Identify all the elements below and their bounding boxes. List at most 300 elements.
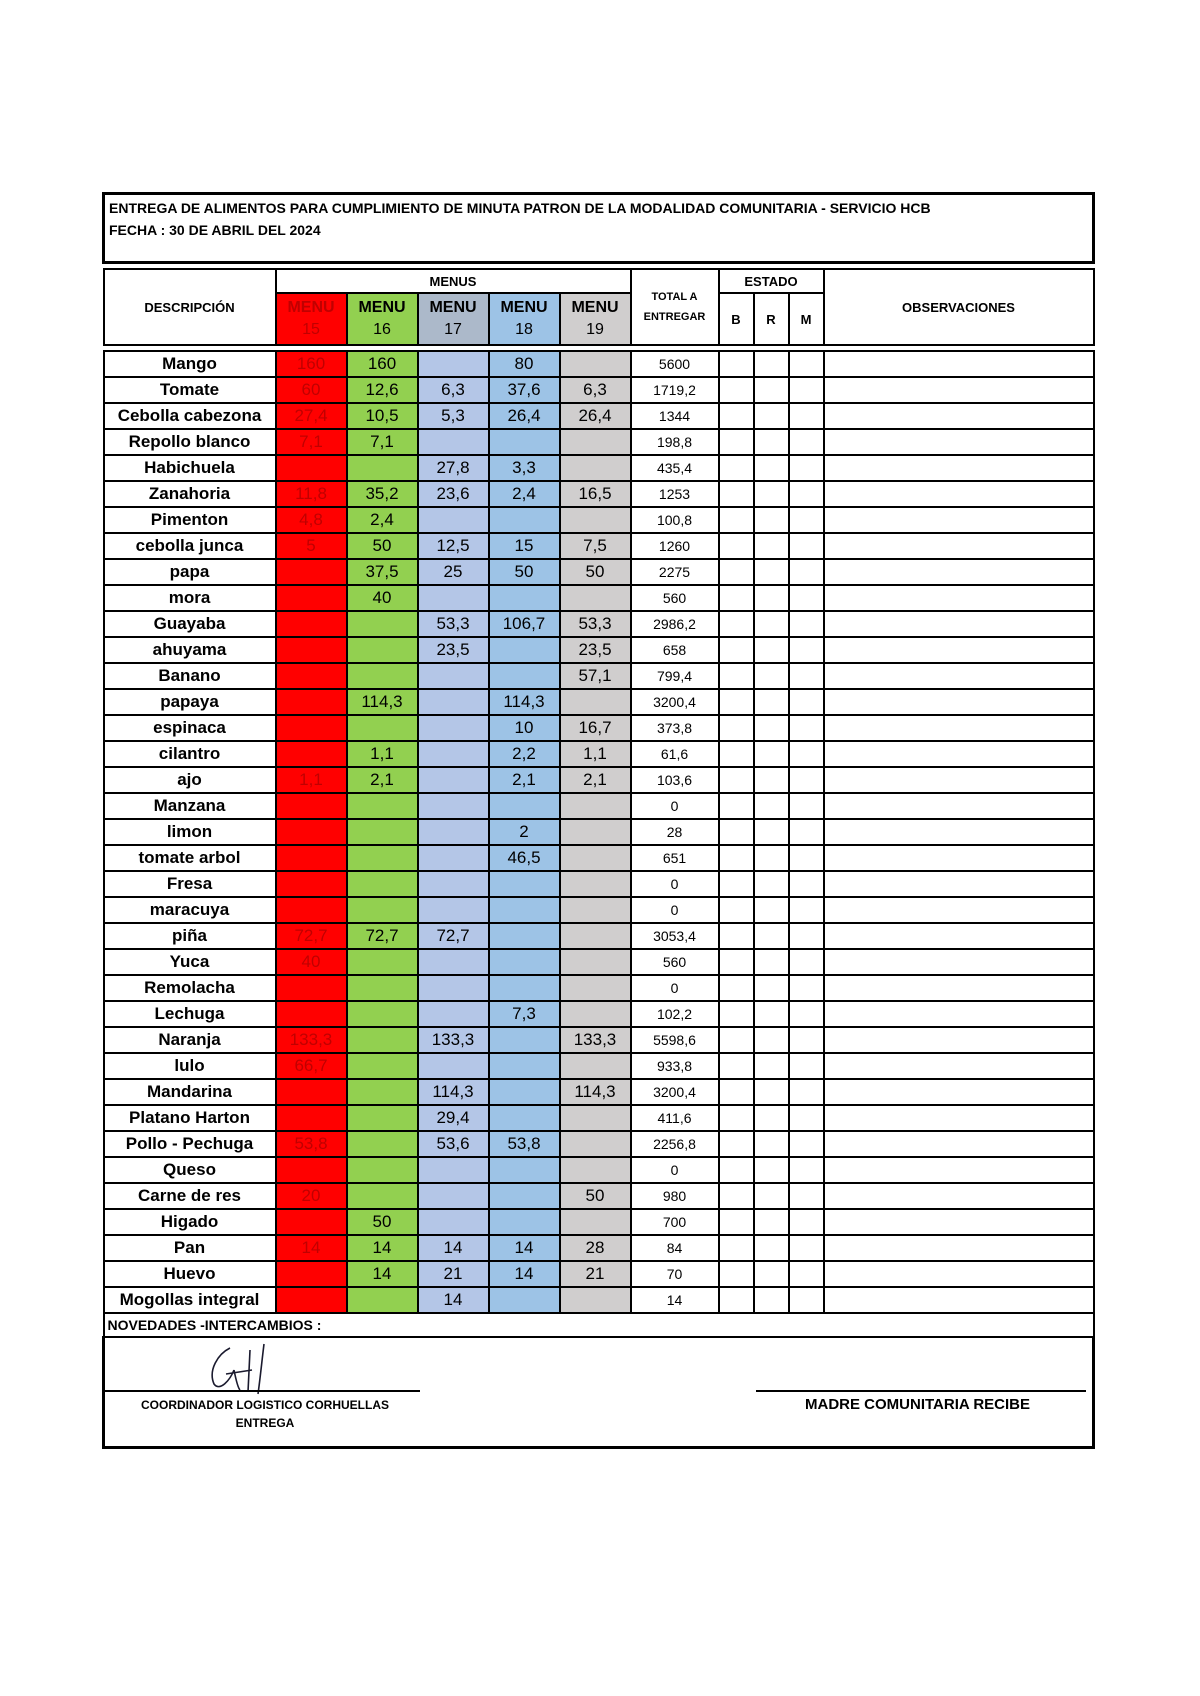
row-menu-18-value	[489, 1157, 560, 1183]
row-estado-b[interactable]	[719, 689, 754, 715]
row-observaciones[interactable]	[824, 1183, 1094, 1209]
row-menu-17-value	[418, 507, 489, 533]
row-estado-m[interactable]	[789, 507, 824, 533]
row-estado-r[interactable]	[754, 1079, 789, 1105]
row-observaciones[interactable]	[824, 455, 1094, 481]
row-menu-16-value: 37,5	[347, 559, 418, 585]
row-menu-15-value: 160	[276, 351, 347, 377]
row-description: cebolla junca	[104, 533, 276, 559]
row-estado-b[interactable]	[719, 1261, 754, 1287]
row-total: 5598,6	[631, 1027, 719, 1053]
row-estado-m[interactable]	[789, 975, 824, 1001]
novedades-label: NOVEDADES -INTERCAMBIOS :	[104, 1313, 1094, 1337]
row-estado-b[interactable]	[719, 949, 754, 975]
row-estado-b[interactable]	[719, 767, 754, 793]
row-estado-r[interactable]	[754, 845, 789, 871]
row-observaciones[interactable]	[824, 403, 1094, 429]
row-menu-17-value	[418, 1157, 489, 1183]
row-observaciones[interactable]	[824, 1261, 1094, 1287]
row-observaciones[interactable]	[824, 1001, 1094, 1027]
row-observaciones[interactable]	[824, 507, 1094, 533]
row-menu-18-value	[489, 507, 560, 533]
row-total: 0	[631, 871, 719, 897]
row-estado-r[interactable]	[754, 637, 789, 663]
row-menu-17-value: 29,4	[418, 1105, 489, 1131]
row-observaciones[interactable]	[824, 897, 1094, 923]
row-menu-18-value: 114,3	[489, 689, 560, 715]
row-menu-18-value	[489, 1079, 560, 1105]
table-row	[104, 793, 1094, 819]
row-estado-b[interactable]	[719, 1027, 754, 1053]
row-menu-18-value: 2	[489, 819, 560, 845]
row-estado-r[interactable]	[754, 793, 789, 819]
row-observaciones[interactable]	[824, 741, 1094, 767]
row-menu-19-value: 23,5	[560, 637, 631, 663]
row-menu-15-value	[276, 845, 347, 871]
row-estado-r[interactable]	[754, 481, 789, 507]
row-estado-m[interactable]	[789, 1053, 824, 1079]
row-observaciones[interactable]	[824, 1131, 1094, 1157]
row-observaciones[interactable]	[824, 1235, 1094, 1261]
row-estado-b[interactable]	[719, 897, 754, 923]
row-menu-15-value: 5	[276, 533, 347, 559]
row-menu-19-value: 2,1	[560, 767, 631, 793]
row-menu-15-value: 60	[276, 377, 347, 403]
row-estado-r[interactable]	[754, 1157, 789, 1183]
row-observaciones[interactable]	[824, 429, 1094, 455]
header-descripcion: DESCRIPCIÓN	[104, 269, 276, 345]
header-menu-17	[418, 293, 489, 345]
row-menu-16-value	[347, 663, 418, 689]
row-estado-b[interactable]	[719, 1209, 754, 1235]
row-description: Mango	[104, 351, 276, 377]
row-observaciones[interactable]	[824, 481, 1094, 507]
row-observaciones[interactable]	[824, 585, 1094, 611]
row-description: maracuya	[104, 897, 276, 923]
row-estado-m[interactable]	[789, 793, 824, 819]
row-total: 28	[631, 819, 719, 845]
menu-18-number: 18	[515, 321, 533, 338]
row-menu-16-value: 114,3	[347, 689, 418, 715]
table-row	[104, 377, 1094, 403]
row-observaciones[interactable]	[824, 949, 1094, 975]
signature-line-right	[756, 1390, 1086, 1392]
coordinador-line-2: ENTREGA	[235, 1416, 295, 1430]
row-estado-m[interactable]	[789, 533, 824, 559]
row-estado-r[interactable]	[754, 1053, 789, 1079]
table-row	[104, 585, 1094, 611]
row-estado-r[interactable]	[754, 1027, 789, 1053]
row-observaciones[interactable]	[824, 663, 1094, 689]
row-menu-15-value: 7,1	[276, 429, 347, 455]
row-estado-m[interactable]	[789, 845, 824, 871]
row-observaciones[interactable]	[824, 533, 1094, 559]
table-row	[104, 481, 1094, 507]
row-menu-16-value: 12,6	[347, 377, 418, 403]
row-estado-b[interactable]	[719, 637, 754, 663]
row-estado-b[interactable]	[719, 1001, 754, 1027]
row-estado-m[interactable]	[789, 481, 824, 507]
row-menu-17-value	[418, 741, 489, 767]
row-estado-r[interactable]	[754, 663, 789, 689]
row-estado-m[interactable]	[789, 429, 824, 455]
row-estado-m[interactable]	[789, 949, 824, 975]
row-estado-r[interactable]	[754, 949, 789, 975]
row-description: Naranja	[104, 1027, 276, 1053]
row-observaciones[interactable]	[824, 767, 1094, 793]
row-estado-b[interactable]	[719, 663, 754, 689]
row-estado-b[interactable]	[719, 975, 754, 1001]
row-total: 0	[631, 1157, 719, 1183]
row-estado-m[interactable]	[789, 1261, 824, 1287]
row-estado-m[interactable]	[789, 689, 824, 715]
row-total: 933,8	[631, 1053, 719, 1079]
row-observaciones[interactable]	[824, 975, 1094, 1001]
row-menu-17-value: 72,7	[418, 923, 489, 949]
row-estado-m[interactable]	[789, 1209, 824, 1235]
row-menu-18-value: 53,8	[489, 1131, 560, 1157]
row-estado-b[interactable]	[719, 585, 754, 611]
row-estado-b[interactable]	[719, 481, 754, 507]
table-row	[104, 845, 1094, 871]
row-estado-r[interactable]	[754, 923, 789, 949]
row-estado-m[interactable]	[789, 741, 824, 767]
row-observaciones[interactable]	[824, 1053, 1094, 1079]
row-estado-m[interactable]	[789, 819, 824, 845]
row-menu-19-value: 28	[560, 1235, 631, 1261]
row-estado-m[interactable]	[789, 403, 824, 429]
row-total: 0	[631, 975, 719, 1001]
row-estado-m[interactable]	[789, 637, 824, 663]
row-estado-m[interactable]	[789, 1287, 824, 1313]
table-row	[104, 1131, 1094, 1157]
row-menu-16-value	[347, 1079, 418, 1105]
row-estado-r[interactable]	[754, 871, 789, 897]
row-estado-m[interactable]	[789, 1183, 824, 1209]
row-estado-b[interactable]	[719, 871, 754, 897]
row-menu-15-value	[276, 663, 347, 689]
row-estado-b[interactable]	[719, 1105, 754, 1131]
row-estado-b[interactable]	[719, 351, 754, 377]
row-observaciones[interactable]	[824, 1287, 1094, 1313]
row-menu-16-value	[347, 845, 418, 871]
coordinador-line-1: COORDINADOR LOGISTICO CORHUELLAS	[141, 1398, 389, 1412]
row-total: 103,6	[631, 767, 719, 793]
row-description: Guayaba	[104, 611, 276, 637]
table-row	[104, 637, 1094, 663]
header-estado-b: B	[719, 293, 754, 345]
row-estado-b[interactable]	[719, 533, 754, 559]
row-total: 14	[631, 1287, 719, 1313]
row-estado-b[interactable]	[719, 845, 754, 871]
row-observaciones[interactable]	[824, 1105, 1094, 1131]
row-estado-r[interactable]	[754, 975, 789, 1001]
row-estado-b[interactable]	[719, 1053, 754, 1079]
row-estado-m[interactable]	[789, 1131, 824, 1157]
row-menu-16-value	[347, 975, 418, 1001]
row-menu-16-value: 7,1	[347, 429, 418, 455]
row-menu-19-value	[560, 1209, 631, 1235]
row-estado-r[interactable]	[754, 507, 789, 533]
row-menu-18-value	[489, 975, 560, 1001]
row-observaciones[interactable]	[824, 923, 1094, 949]
header-menu-18	[489, 293, 560, 345]
table-row	[104, 351, 1094, 377]
row-menu-19-value	[560, 871, 631, 897]
row-estado-r[interactable]	[754, 351, 789, 377]
row-menu-18-value: 2,4	[489, 481, 560, 507]
row-menu-15-value: 53,8	[276, 1131, 347, 1157]
row-estado-b[interactable]	[719, 611, 754, 637]
row-menu-17-value	[418, 767, 489, 793]
row-estado-m[interactable]	[789, 1105, 824, 1131]
row-observaciones[interactable]	[824, 377, 1094, 403]
header-total-line2: ENTREGAR	[643, 311, 706, 323]
row-menu-18-value: 80	[489, 351, 560, 377]
header-estado-r: R	[754, 293, 789, 345]
row-estado-m[interactable]	[789, 455, 824, 481]
row-description: Mogollas integral	[104, 1287, 276, 1313]
row-menu-15-value	[276, 689, 347, 715]
row-estado-b[interactable]	[719, 741, 754, 767]
row-estado-b[interactable]	[719, 1287, 754, 1313]
row-estado-m[interactable]	[789, 377, 824, 403]
row-menu-19-value	[560, 585, 631, 611]
row-estado-m[interactable]	[789, 611, 824, 637]
row-menu-15-value	[276, 715, 347, 741]
row-observaciones[interactable]	[824, 871, 1094, 897]
row-estado-b[interactable]	[719, 455, 754, 481]
row-menu-19-value	[560, 1287, 631, 1313]
row-estado-m[interactable]	[789, 351, 824, 377]
row-estado-r[interactable]	[754, 559, 789, 585]
row-estado-r[interactable]	[754, 1105, 789, 1131]
table-row	[104, 897, 1094, 923]
row-menu-19-value	[560, 949, 631, 975]
table-row	[104, 403, 1094, 429]
row-estado-r[interactable]	[754, 767, 789, 793]
menu-19-word: MENU	[571, 299, 619, 316]
row-menu-18-value	[489, 1053, 560, 1079]
row-estado-m[interactable]	[789, 559, 824, 585]
table-row	[104, 507, 1094, 533]
row-description: Higado	[104, 1209, 276, 1235]
row-menu-15-value	[276, 585, 347, 611]
table-row	[104, 559, 1094, 585]
row-estado-r[interactable]	[754, 715, 789, 741]
row-estado-r[interactable]	[754, 741, 789, 767]
row-menu-19-value	[560, 351, 631, 377]
row-estado-b[interactable]	[719, 559, 754, 585]
row-description: Tomate	[104, 377, 276, 403]
row-menu-16-value: 10,5	[347, 403, 418, 429]
header-observaciones: OBSERVACIONES	[824, 269, 1094, 345]
row-estado-m[interactable]	[789, 663, 824, 689]
table-row	[104, 455, 1094, 481]
row-menu-17-value	[418, 1183, 489, 1209]
row-observaciones[interactable]	[824, 611, 1094, 637]
menu-17-word: MENU	[429, 299, 477, 316]
row-estado-b[interactable]	[719, 377, 754, 403]
row-menu-15-value	[276, 1287, 347, 1313]
row-menu-18-value	[489, 949, 560, 975]
row-estado-b[interactable]	[719, 403, 754, 429]
table-row	[104, 1287, 1094, 1313]
row-menu-16-value	[347, 1157, 418, 1183]
row-estado-b[interactable]	[719, 1131, 754, 1157]
table-row	[104, 949, 1094, 975]
row-observaciones[interactable]	[824, 715, 1094, 741]
row-estado-r[interactable]	[754, 897, 789, 923]
row-estado-b[interactable]	[719, 793, 754, 819]
row-estado-m[interactable]	[789, 923, 824, 949]
row-menu-17-value	[418, 689, 489, 715]
row-menu-19-value: 1,1	[560, 741, 631, 767]
row-observaciones[interactable]	[824, 351, 1094, 377]
row-estado-r[interactable]	[754, 1287, 789, 1313]
header-estado-m: M	[789, 293, 824, 345]
row-estado-b[interactable]	[719, 715, 754, 741]
header-menus: MENUS	[276, 269, 631, 293]
row-menu-16-value	[347, 1027, 418, 1053]
row-menu-18-value: 15	[489, 533, 560, 559]
table-row	[104, 819, 1094, 845]
row-menu-18-value: 2,1	[489, 767, 560, 793]
row-estado-b[interactable]	[719, 1157, 754, 1183]
row-total: 5600	[631, 351, 719, 377]
row-menu-18-value: 7,3	[489, 1001, 560, 1027]
row-observaciones[interactable]	[824, 1079, 1094, 1105]
row-description: cilantro	[104, 741, 276, 767]
row-estado-b[interactable]	[719, 507, 754, 533]
row-menu-19-value: 16,7	[560, 715, 631, 741]
row-estado-r[interactable]	[754, 1131, 789, 1157]
row-estado-m[interactable]	[789, 715, 824, 741]
row-menu-16-value: 50	[347, 533, 418, 559]
row-menu-19-value	[560, 975, 631, 1001]
row-description: espinaca	[104, 715, 276, 741]
row-estado-r[interactable]	[754, 429, 789, 455]
row-estado-m[interactable]	[789, 897, 824, 923]
row-observaciones[interactable]	[824, 819, 1094, 845]
row-observaciones[interactable]	[824, 845, 1094, 871]
row-observaciones[interactable]	[824, 1209, 1094, 1235]
row-estado-r[interactable]	[754, 1261, 789, 1287]
row-description: Carne de res	[104, 1183, 276, 1209]
row-menu-17-value	[418, 663, 489, 689]
row-total: 1344	[631, 403, 719, 429]
row-menu-18-value	[489, 793, 560, 819]
row-estado-r[interactable]	[754, 1183, 789, 1209]
table-row	[104, 663, 1094, 689]
row-menu-15-value	[276, 793, 347, 819]
row-estado-m[interactable]	[789, 1235, 824, 1261]
row-observaciones[interactable]	[824, 559, 1094, 585]
row-estado-m[interactable]	[789, 585, 824, 611]
row-observaciones[interactable]	[824, 793, 1094, 819]
row-estado-m[interactable]	[789, 1001, 824, 1027]
row-estado-b[interactable]	[719, 819, 754, 845]
row-menu-15-value	[276, 897, 347, 923]
row-menu-15-value	[276, 871, 347, 897]
row-observaciones[interactable]	[824, 1027, 1094, 1053]
row-estado-b[interactable]	[719, 1235, 754, 1261]
row-estado-m[interactable]	[789, 1079, 824, 1105]
row-estado-r[interactable]	[754, 1235, 789, 1261]
row-menu-19-value: 26,4	[560, 403, 631, 429]
title-line-1: ENTREGA DE ALIMENTOS PARA CUMPLIMIENTO DE MINUTA PATRON DE LA MODALIDAD COMUNITARIA - SERVICIO HCB	[109, 200, 931, 216]
row-estado-r[interactable]	[754, 819, 789, 845]
delivery-sheet	[102, 192, 1092, 1449]
row-estado-r[interactable]	[754, 611, 789, 637]
row-estado-b[interactable]	[719, 429, 754, 455]
row-menu-15-value	[276, 1157, 347, 1183]
row-menu-19-value	[560, 923, 631, 949]
row-observaciones[interactable]	[824, 637, 1094, 663]
table-row	[104, 1235, 1094, 1261]
table-row	[104, 975, 1094, 1001]
row-estado-m[interactable]	[789, 1157, 824, 1183]
row-menu-17-value: 14	[418, 1287, 489, 1313]
row-menu-15-value: 66,7	[276, 1053, 347, 1079]
row-menu-19-value: 50	[560, 559, 631, 585]
row-description: Mandarina	[104, 1079, 276, 1105]
row-menu-16-value	[347, 637, 418, 663]
row-menu-16-value	[347, 1053, 418, 1079]
row-total: 2986,2	[631, 611, 719, 637]
row-estado-b[interactable]	[719, 1079, 754, 1105]
table-row	[104, 1157, 1094, 1183]
row-menu-19-value: 16,5	[560, 481, 631, 507]
row-estado-r[interactable]	[754, 403, 789, 429]
row-estado-m[interactable]	[789, 767, 824, 793]
row-description: lulo	[104, 1053, 276, 1079]
row-estado-r[interactable]	[754, 1209, 789, 1235]
row-estado-m[interactable]	[789, 1027, 824, 1053]
row-observaciones[interactable]	[824, 689, 1094, 715]
row-estado-r[interactable]	[754, 585, 789, 611]
row-estado-m[interactable]	[789, 871, 824, 897]
row-estado-b[interactable]	[719, 1183, 754, 1209]
row-description: Manzana	[104, 793, 276, 819]
row-estado-b[interactable]	[719, 923, 754, 949]
row-estado-r[interactable]	[754, 1001, 789, 1027]
row-description: tomate arbol	[104, 845, 276, 871]
row-description: Pollo - Pechuga	[104, 1131, 276, 1157]
row-description: Pan	[104, 1235, 276, 1261]
row-estado-r[interactable]	[754, 455, 789, 481]
menu-19-number: 19	[586, 321, 604, 338]
row-menu-17-value: 23,6	[418, 481, 489, 507]
row-estado-r[interactable]	[754, 533, 789, 559]
row-menu-19-value	[560, 897, 631, 923]
row-estado-r[interactable]	[754, 689, 789, 715]
table-row	[104, 715, 1094, 741]
signature-image	[200, 1340, 310, 1396]
row-menu-17-value	[418, 793, 489, 819]
row-menu-18-value: 10	[489, 715, 560, 741]
row-description: Cebolla cabezona	[104, 403, 276, 429]
row-estado-r[interactable]	[754, 377, 789, 403]
row-menu-19-value	[560, 1001, 631, 1027]
row-menu-18-value	[489, 585, 560, 611]
table-row	[104, 1079, 1094, 1105]
row-menu-17-value	[418, 1001, 489, 1027]
row-menu-16-value: 1,1	[347, 741, 418, 767]
row-observaciones[interactable]	[824, 1157, 1094, 1183]
row-menu-16-value	[347, 715, 418, 741]
row-menu-16-value	[347, 455, 418, 481]
